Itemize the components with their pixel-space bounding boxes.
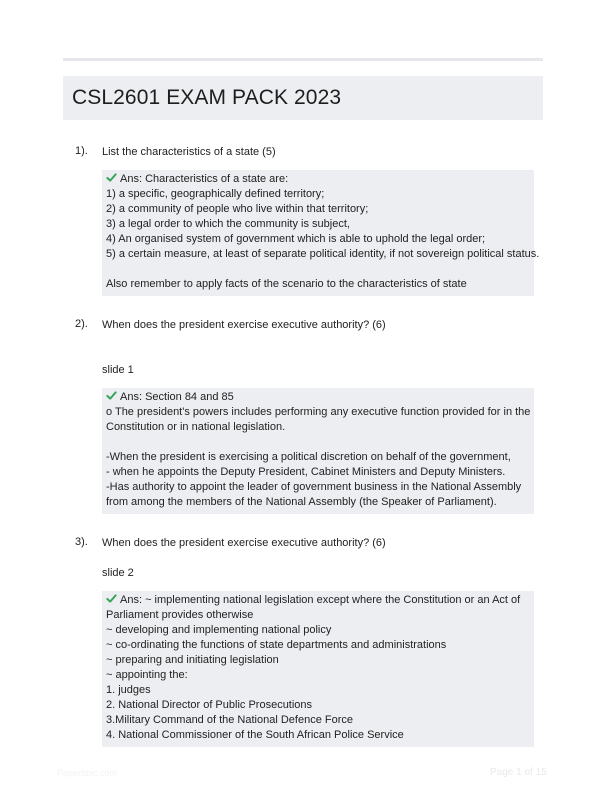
- answer-text: Ans: ~ implementing national legislation except where the Constitution or an Act of: [120, 594, 521, 606]
- answer-line: 1. judges: [106, 684, 151, 696]
- slide-label: slide 1: [102, 364, 134, 376]
- answer-line-blank: [106, 435, 534, 450]
- answer-line: 3.Military Command of the National Defence Force: [106, 714, 353, 726]
- answer-line: [106, 390, 534, 405]
- question-text: When does the president exercise executive authority? (6): [102, 537, 386, 549]
- answer-line: Constitution or in national legislation.: [106, 421, 286, 433]
- question-number: 2).: [75, 318, 88, 330]
- question-number: 3).: [75, 536, 88, 548]
- answer-line: 2) a community of people who live within that territory;: [106, 203, 369, 215]
- answer-line: 1) a specific, geographically defined territory;: [106, 188, 325, 200]
- answer-line: ~ preparing and initiating legislation: [106, 654, 279, 666]
- answer-panel: [102, 170, 540, 296]
- answer-line: from among the members of the National Assembly (the Speaker of Parliament).: [106, 496, 497, 508]
- answer-line: [106, 172, 534, 187]
- answer-line: Also remember to apply facts of the scenario to the characteristics of state: [106, 278, 467, 290]
- page-title: CSL2601 EXAM PACK 2023: [72, 86, 342, 109]
- answer-line: Parliament provides otherwise: [106, 609, 254, 621]
- answer-panel: [102, 388, 534, 514]
- question-text: List the characteristics of a state (5): [102, 146, 276, 158]
- answer-line-blank: [106, 262, 534, 277]
- answer-line: ~ developing and implementing national policy: [106, 624, 332, 636]
- answer-line: [106, 593, 534, 608]
- check-icon: [106, 390, 117, 401]
- answer-line: 3) a legal order to which the community is subject,: [106, 218, 350, 230]
- question-text: When does the president exercise executive authority? (6): [102, 319, 386, 331]
- answer-line: 5) a certain measure, at least of separate political identity, if not sovereign political status.: [106, 248, 540, 260]
- check-icon: [106, 172, 117, 183]
- title-band: [63, 76, 543, 120]
- slide-label: slide 2: [102, 567, 134, 579]
- answer-panel: [102, 591, 534, 747]
- answer-text: Ans: Section 84 and 85: [120, 391, 234, 403]
- answer-line: 4. National Commissioner of the South African Police Service: [106, 729, 404, 741]
- answer-line: 2. National Director of Public Prosecutions: [106, 699, 313, 711]
- check-icon: [106, 593, 117, 604]
- answer-line: 4) An organised system of government which is able to uphold the legal order;: [106, 233, 486, 245]
- answer-text: Ans: Characteristics of a state are:: [120, 173, 289, 185]
- answer-line: - when he appoints the Deputy President, Cabinet Ministers and Deputy Ministers.: [106, 466, 506, 478]
- answer-line: o The president's powers includes performing any executive function provided for in the: [106, 406, 531, 418]
- footer-watermark: Paperbbic.com: [57, 768, 118, 778]
- page-number: Page 1 of 15: [490, 767, 547, 778]
- answer-line: ~ co-ordinating the functions of state departments and administrations: [106, 639, 447, 651]
- answer-line: ~ appointing the:: [106, 669, 188, 681]
- answer-line: -Has authority to appoint the leader of government business in the National Assembly: [106, 481, 522, 493]
- top-rule: [63, 58, 543, 61]
- answer-line: -When the president is exercising a political discretion on behalf of the government,: [106, 451, 511, 463]
- question-number: 1).: [75, 145, 88, 157]
